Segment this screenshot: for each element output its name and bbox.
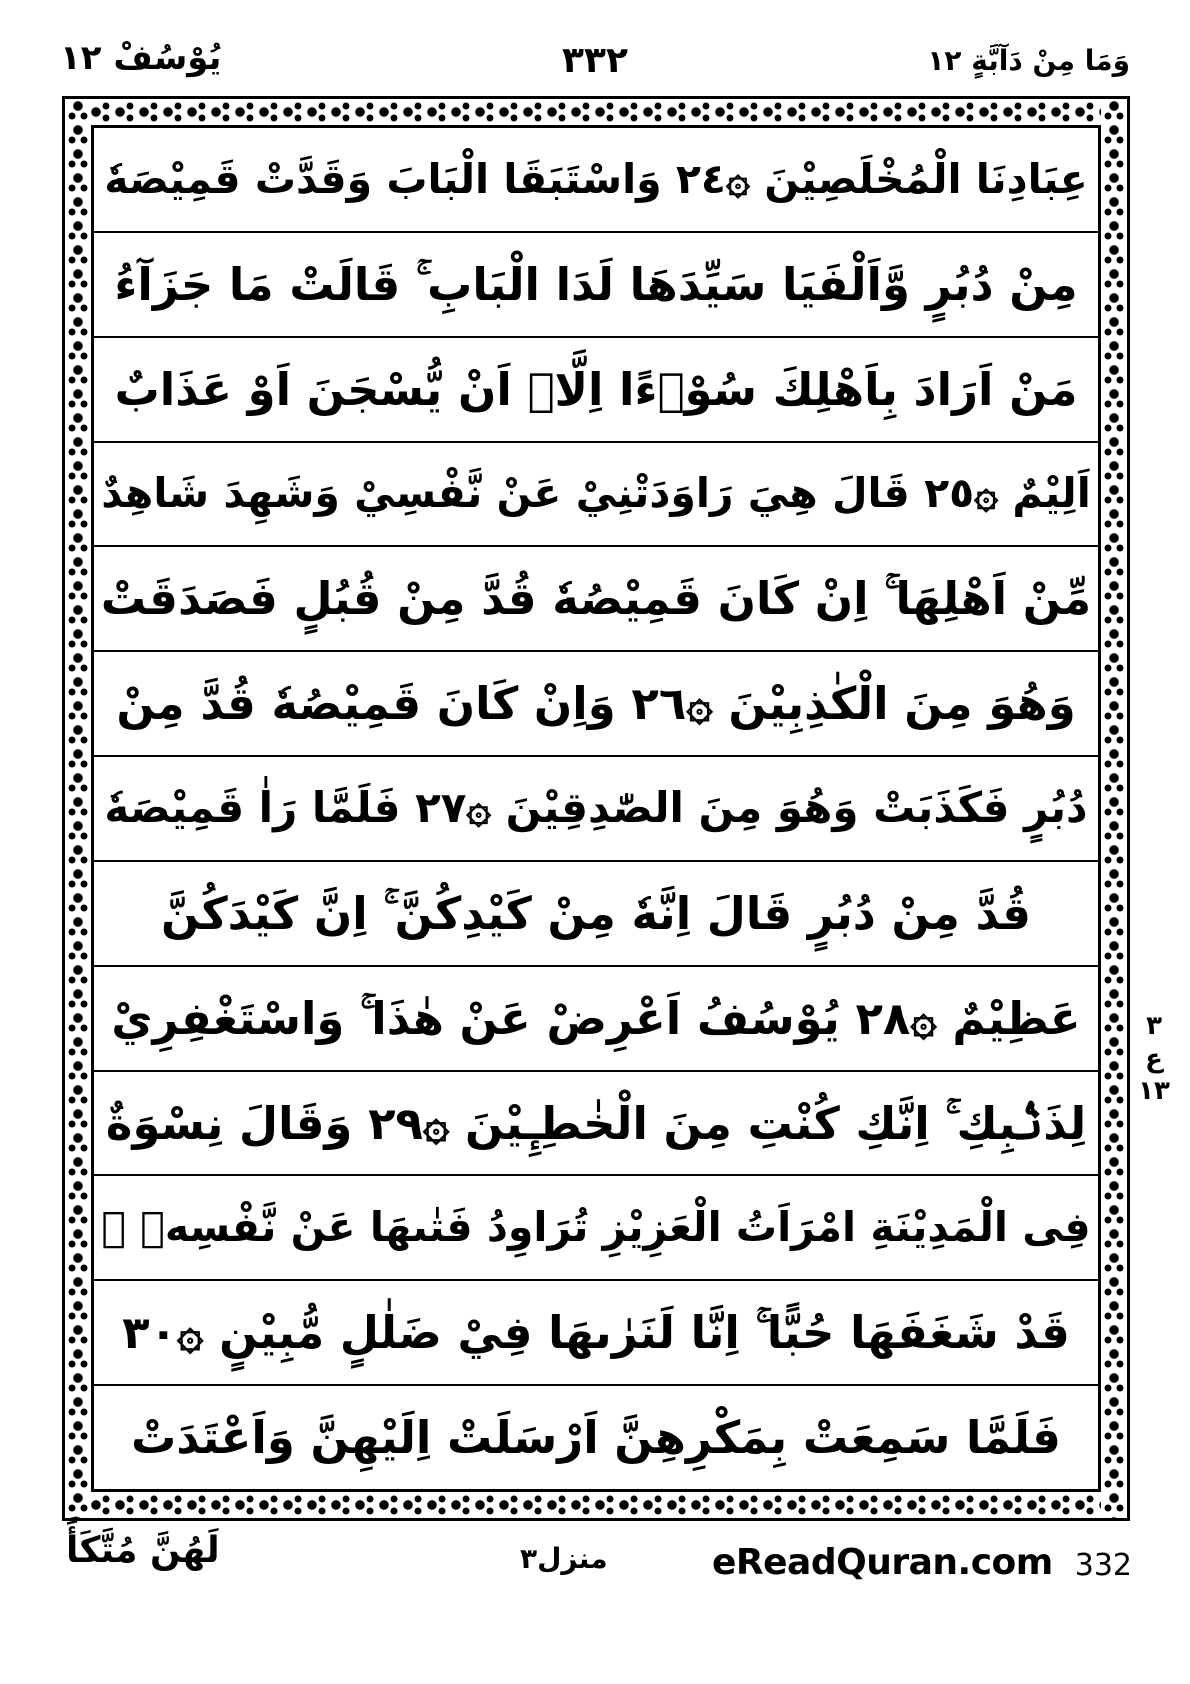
ayah-line <box>94 757 1098 862</box>
scripture-text-block <box>91 125 1101 1492</box>
ayah-line-text: مِنْ دُبُرٍ وَّاَلْفَيَا سَيِّدَهَا لَدَا الْبَابِ ۚ قَالَتْ مَا جَزَآءُ <box>114 257 1078 311</box>
ayah-line <box>94 1281 1098 1386</box>
ayah-line <box>94 443 1098 548</box>
ayah-line <box>94 1072 1098 1177</box>
ayah-line-text: فَلَمَّا سَمِعَتْ بِمَكْرِهِنَّ اَرْسَلَتْ اِلَيْهِنَّ وَاَعْتَدَتْ <box>131 1411 1061 1465</box>
ayah-line <box>94 652 1098 757</box>
header-page-number-arabic: ٣٣٢ <box>562 40 628 81</box>
ayah-line-text: عَظِيْمٌ ۞٢٨ يُوْسُفُ اَعْرِضْ عَنْ هٰذَا ۚ وَاسْتَغْفِرِيْ <box>111 991 1081 1045</box>
ayah-line <box>94 1386 1098 1489</box>
ayah-line <box>94 338 1098 443</box>
ayah-line-text: مِّنْ اَهْلِهَا ۚ اِنْ كَانَ قَمِيْصُهٗ قُدَّ مِنْ قُبُلٍ فَصَدَقَتْ <box>100 572 1092 626</box>
quran-page-frame <box>62 96 1130 1521</box>
ruku-marker-middle: ع <box>1145 1043 1163 1074</box>
ruku-marker-top: ٣ <box>1146 1011 1162 1041</box>
ayah-line-text: فِى الْمَدِيْنَةِ امْرَاَتُ الْعَزِيْزِ تُرَاوِدُ فَتٰىهَا عَنْ نَّفْسِهٖ ۚ <box>101 1203 1091 1252</box>
ayah-line-text: لِذَنْۢبِكِ ۚ اِنَّكِ كُنْتِ مِنَ الْخٰطِـِٕيْنَ ۞٢٩ وَقَالَ نِسْوَةٌ <box>105 1096 1087 1150</box>
ornament-border-top-icon <box>65 99 1127 125</box>
ayah-line-text: عِبَادِنَا الْمُخْلَصِيْنَ ۞٢٤ وَاسْتَبَقَا الْبَابَ وَقَدَّتْ قَمِيْصَهٗ <box>104 154 1088 203</box>
ayah-line-text: اَلِيْمٌ ۞٢٥ قَالَ هِيَ رَاوَدَتْنِيْ عَنْ نَّفْسِيْ وَشَهِدَ شَاهِدٌ <box>101 469 1091 518</box>
ornament-border-bottom-icon <box>65 1492 1127 1518</box>
ayah-line <box>94 128 1098 233</box>
footer-page-number: 332 <box>1074 1548 1132 1583</box>
ornament-border-left-icon <box>65 99 91 1518</box>
ayah-line-text: قُدَّ مِنْ دُبُرٍ قَالَ اِنَّهٗ مِنْ كَيْدِكُنَّ ۚ اِنَّ كَيْدَكُنَّ <box>161 886 1031 940</box>
ayah-line <box>94 233 1098 338</box>
ayah-line <box>94 1176 1098 1281</box>
ruku-marker-bottom: ١٣ <box>1138 1076 1170 1106</box>
ayah-line <box>94 967 1098 1072</box>
header-juz-label: وَمَا مِنْ دَآبَّةٍ ١٢ <box>927 44 1130 77</box>
ayah-line-text: قَدْ شَغَفَهَا حُبًّا ۚ اِنَّا لَنَرٰىهَا فِيْ ضَلٰلٍ مُّبِيْنٍ ۞٣٠ <box>122 1306 1070 1360</box>
ayah-line-text: وَهُوَ مِنَ الْكٰذِبِيْنَ ۞٢٦ وَاِنْ كَانَ قَمِيْصُهٗ قُدَّ مِنْ <box>116 677 1076 731</box>
header-surah-name: يُوْسُفْ ١٢ <box>60 38 222 78</box>
footer-catchword: لَهُنَّ مُتَّكَأً <box>66 1530 220 1571</box>
page-header <box>0 34 1190 96</box>
page-footer <box>0 1528 1190 1618</box>
ornament-border-right-icon <box>1101 99 1127 1518</box>
ayah-line-text: مَنْ اَرَادَ بِاَهْلِكَ سُوْۤءًا اِلَّاۤ اَنْ يُّسْجَنَ اَوْ عَذَابٌ <box>114 362 1078 416</box>
ayah-line <box>94 862 1098 967</box>
ayah-line-text: دُبُرٍ فَكَذَبَتْ وَهُوَ مِنَ الصّٰدِقِيْنَ ۞٢٧ فَلَمَّا رَاٰ قَمِيْصَهٗ <box>104 783 1088 833</box>
footer-manzil-label: منزل٣ <box>520 1542 608 1575</box>
footer-site-name: eReadQuran.com <box>712 1542 1053 1583</box>
ayah-line <box>94 547 1098 652</box>
ruku-marker <box>1134 1010 1174 1108</box>
